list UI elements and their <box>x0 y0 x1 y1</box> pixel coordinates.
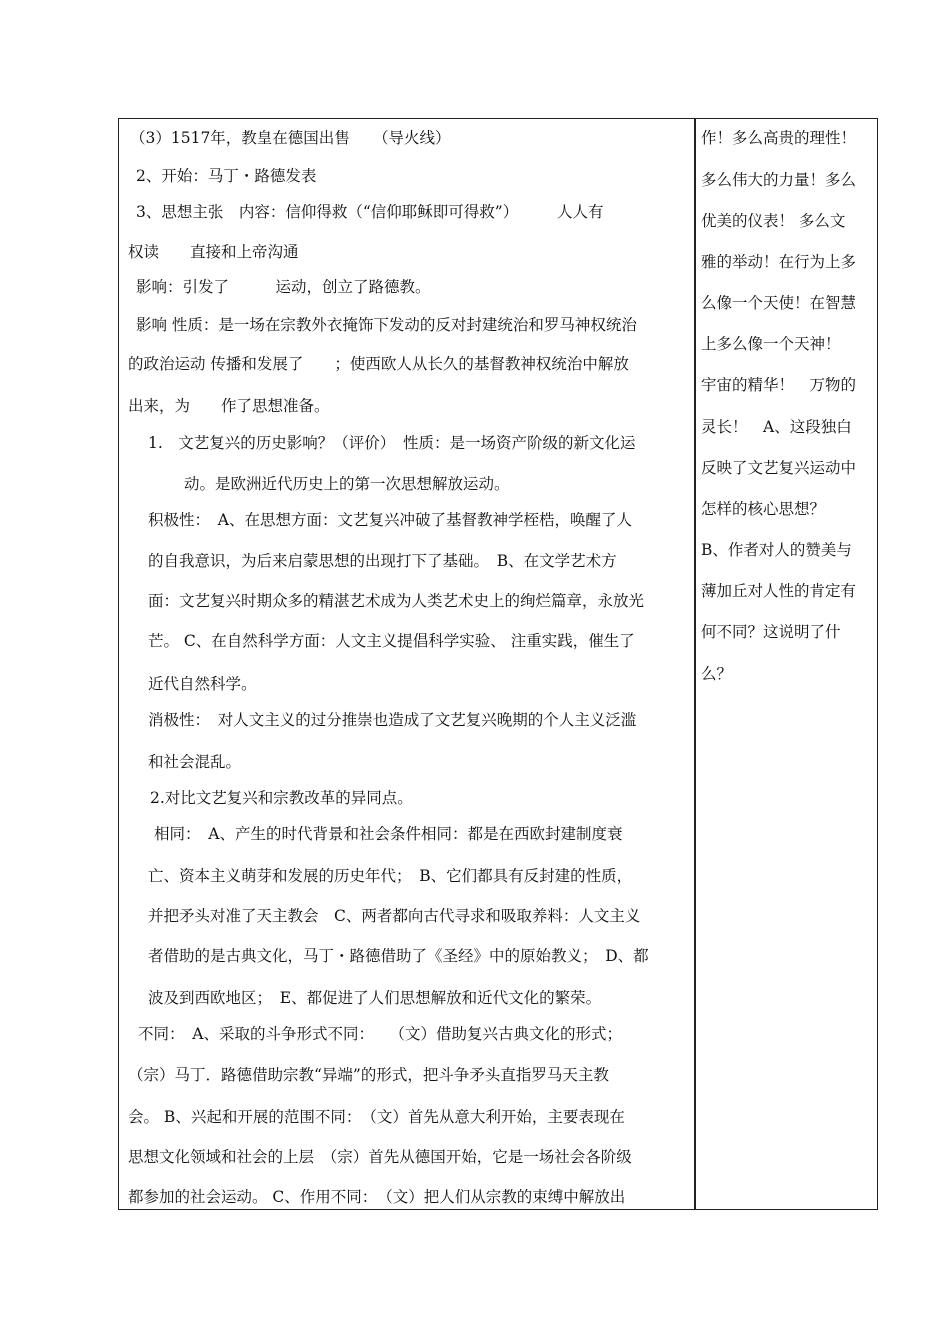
text-line: 1. 文艺复兴的历史影响？（评价） 性质：是一场资产阶级的新文化运 <box>148 434 636 452</box>
text-line: 影响：引发了 运动，创立了路德教。 <box>136 278 431 296</box>
text-line: 亡、资本主义萌芽和发展的历史年代； B、它们都具有反封建的性质， <box>148 867 633 885</box>
side-text-line: 作！多么高贵的理性！ <box>701 129 857 147</box>
text-line: （宗）马丁．路德借助宗教“异端”的形式，把斗争矛头直指罗马天主教 <box>128 1066 609 1084</box>
text-line: 都参加的社会运动。 C、作用不同： （文）把人们从宗教的束缚中解放出 <box>128 1188 626 1206</box>
text-line: 2.对比文艺复兴和宗教改革的异同点。 <box>150 789 413 807</box>
text-line: 影响 性质：是一场在宗教外衣掩饰下发动的反对封建统治和罗马神权统治 <box>136 316 637 334</box>
text-line: 相同： A、产生的时代背景和社会条件相同：都是在西欧封建制度衰 <box>154 825 623 843</box>
text-line: 芒。 C、在自然科学方面：人文主义提倡科学实验、 注重实践，催生了 <box>148 632 635 650</box>
text-line: 思想文化领域和社会的上层 （宗）首先从德国开始，它是一场社会各阶级 <box>128 1148 632 1166</box>
side-text-line: 何不同？这说明了什 <box>701 623 841 641</box>
text-line: 的政治运动 传播和发展了 ；使西欧人从长久的基督教神权统治中解放 <box>128 355 629 373</box>
side-text-line: 么？ <box>701 665 733 683</box>
text-line: 2、开始：马丁・路德发表 <box>136 167 317 185</box>
text-line: 近代自然科学。 <box>148 675 257 693</box>
side-text-line: 薄加丘对人性的肯定有 <box>701 582 857 600</box>
text-line: 面：文艺复兴时期众多的精湛艺术成为人类艺术史上的绚烂篇章，永放光 <box>148 592 645 610</box>
side-text-line: 反映了文艺复兴运动中 <box>701 459 857 477</box>
side-text-line: 优美的仪表！ 多么文 <box>701 212 846 230</box>
text-line: 并把矛头对准了天主教会 C、两者都向古代寻求和吸取养料：人文主义 <box>148 907 641 925</box>
text-line: 权读 直接和上帝沟通 <box>128 243 299 261</box>
side-text-line: 上多么像一个天神！ <box>701 335 841 353</box>
text-line: 积极性： A、在思想方面：文艺复兴冲破了基督教神学桎梏，唤醒了人 <box>148 511 632 529</box>
side-text-line: 怎样的核心思想？ <box>701 500 826 518</box>
text-line: 3、思想主张 内容：信仰得救（“信仰耶稣即可得救”） 人人有 <box>136 203 604 221</box>
side-text-line: 么像一个天使！在智慧 <box>701 294 857 312</box>
side-text-line: 雅的举动！在行为上多 <box>701 253 857 271</box>
text-line: 者借助的是古典文化，马丁・路德借助了《圣经》中的原始教义； D、都 <box>148 947 649 965</box>
text-line: 会。 B、兴起和开展的范围不同： （文）首先从意大利开始，主要表现在 <box>128 1108 625 1126</box>
text-line: 动。是欧洲近代历史上的第一次思想解放运动。 <box>184 475 510 493</box>
side-text-line: 多么伟大的力量！多么 <box>701 171 857 189</box>
text-line: 和社会混乱。 <box>148 753 242 771</box>
text-line: 的自我意识，为后来启蒙思想的出现打下了基础。 B、在文学艺术方 <box>148 552 617 570</box>
text-line: 消极性： 对人文主义的过分推崇也造成了文艺复兴晚期的个人主义泛滥 <box>148 711 637 729</box>
side-text-line: 宇宙的精华！ 万物的 <box>701 376 857 394</box>
text-line: 出来，为 作了思想准备。 <box>128 397 330 415</box>
text-line: 不同： A、采取的斗争形式不同： （文）借助复兴古典文化的形式； <box>138 1025 622 1043</box>
column-divider <box>694 118 696 1210</box>
text-line: （3）1517年，教皇在德国出售 （导火线） <box>130 129 451 147</box>
side-text-line: 灵长！ A、这段独白 <box>701 418 852 436</box>
side-text-line: B、作者对人的赞美与 <box>701 541 852 559</box>
text-line: 波及到西欧地区； E、都促进了人们思想解放和近代文化的繁荣。 <box>148 989 602 1007</box>
